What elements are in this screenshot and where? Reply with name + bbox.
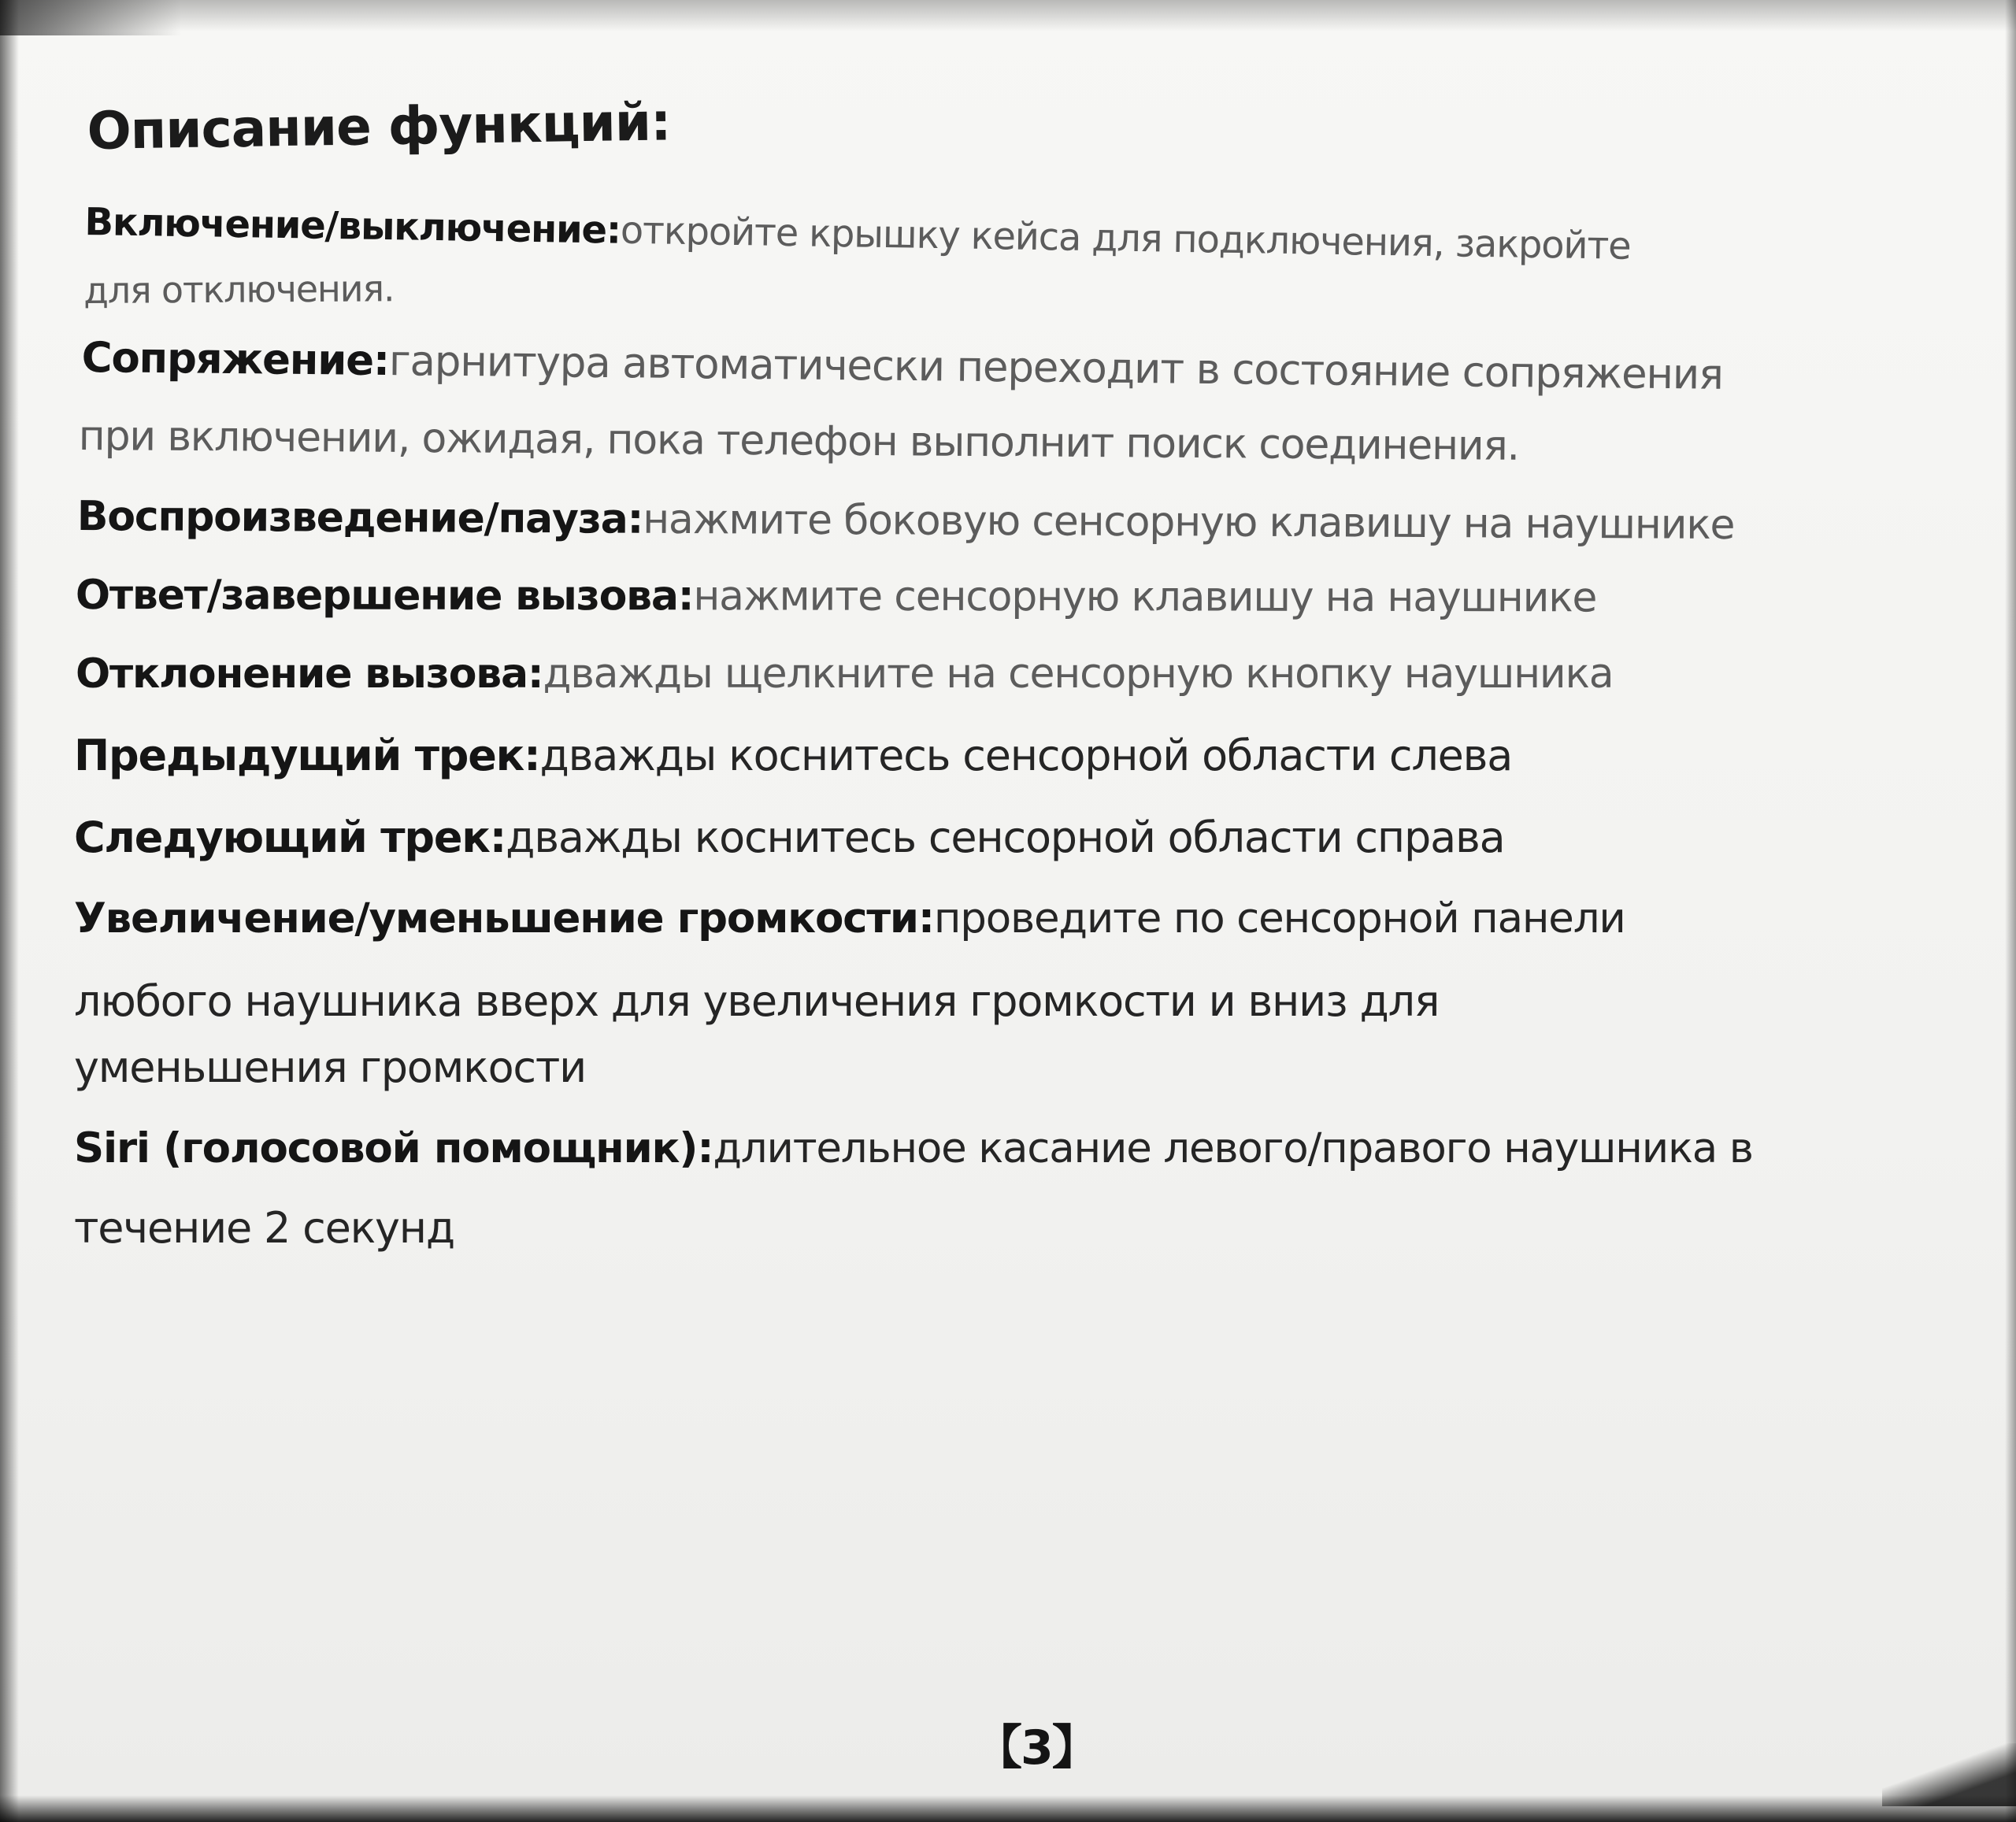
function-item-siri: [74, 1124, 1753, 1172]
function-label: Сопряжение:: [81, 334, 390, 386]
function-description: дважды коснитесь сенсорной области справа: [506, 813, 1505, 862]
page-shadow-bottom: [0, 1795, 2016, 1822]
function-description-continued: уменьшения громкости: [74, 1042, 587, 1092]
function-item-next-track: [74, 813, 1505, 862]
function-description: откройте крышку кейса для подключения, закройте: [620, 208, 1631, 268]
function-label: Предыдущий трек:: [74, 731, 540, 780]
function-item-reject-call: [76, 650, 1613, 698]
function-item-answer-call: [76, 572, 1596, 621]
function-description-continued: для отключения.: [83, 267, 395, 312]
page-shadow-top: [0, 0, 2016, 31]
function-item-previous-track: [74, 731, 1512, 780]
function-label: Siri (голосовой помощник):: [74, 1124, 713, 1172]
function-item-play-pause: [77, 493, 1735, 549]
function-description-continued: при включении, ожидая, пока телефон выполнит поиск соединения.: [78, 413, 1520, 470]
function-description: нажмите сенсорную клавишу на наушнике: [693, 572, 1597, 622]
function-item-pairing: [81, 334, 1723, 399]
function-description: гарнитура автоматически переходит в состояние сопряжения: [388, 337, 1724, 399]
function-label: Отклонение вызова:: [76, 650, 543, 698]
function-label: Следующий трек:: [74, 813, 506, 862]
function-description: дважды щелкните на сенсорную кнопку наушника: [543, 650, 1614, 698]
function-description: проведите по сенсорной панели: [933, 894, 1625, 942]
page-title: Описание функций:: [87, 91, 672, 161]
page-shadow-right: [2005, 0, 2016, 1822]
page-shadow-left: [0, 0, 19, 1822]
page-corner-shadow: [0, 0, 181, 35]
function-item-power: [84, 200, 1631, 268]
function-description: длительное касание левого/правого наушника в: [713, 1124, 1753, 1172]
function-label: Воспроизведение/пауза:: [76, 493, 643, 543]
function-description: нажмите боковую сенсорную клавишу на наушнике: [643, 495, 1735, 550]
page-bottom-edge: [1882, 1743, 2016, 1806]
function-description-continued: течение 2 секунд: [74, 1203, 455, 1253]
function-label: Ответ/завершение вызова:: [75, 572, 694, 620]
function-label: Увеличение/уменьшение громкости:: [74, 894, 934, 942]
function-description-continued: любого наушника вверх для увеличения громкости и вниз для: [74, 976, 1440, 1026]
page-number: 【3】: [975, 1720, 1098, 1776]
function-description: дважды коснитесь сенсорной области слева: [539, 731, 1513, 780]
function-label: Включение/выключение:: [84, 200, 621, 253]
function-item-volume: [74, 894, 1625, 942]
